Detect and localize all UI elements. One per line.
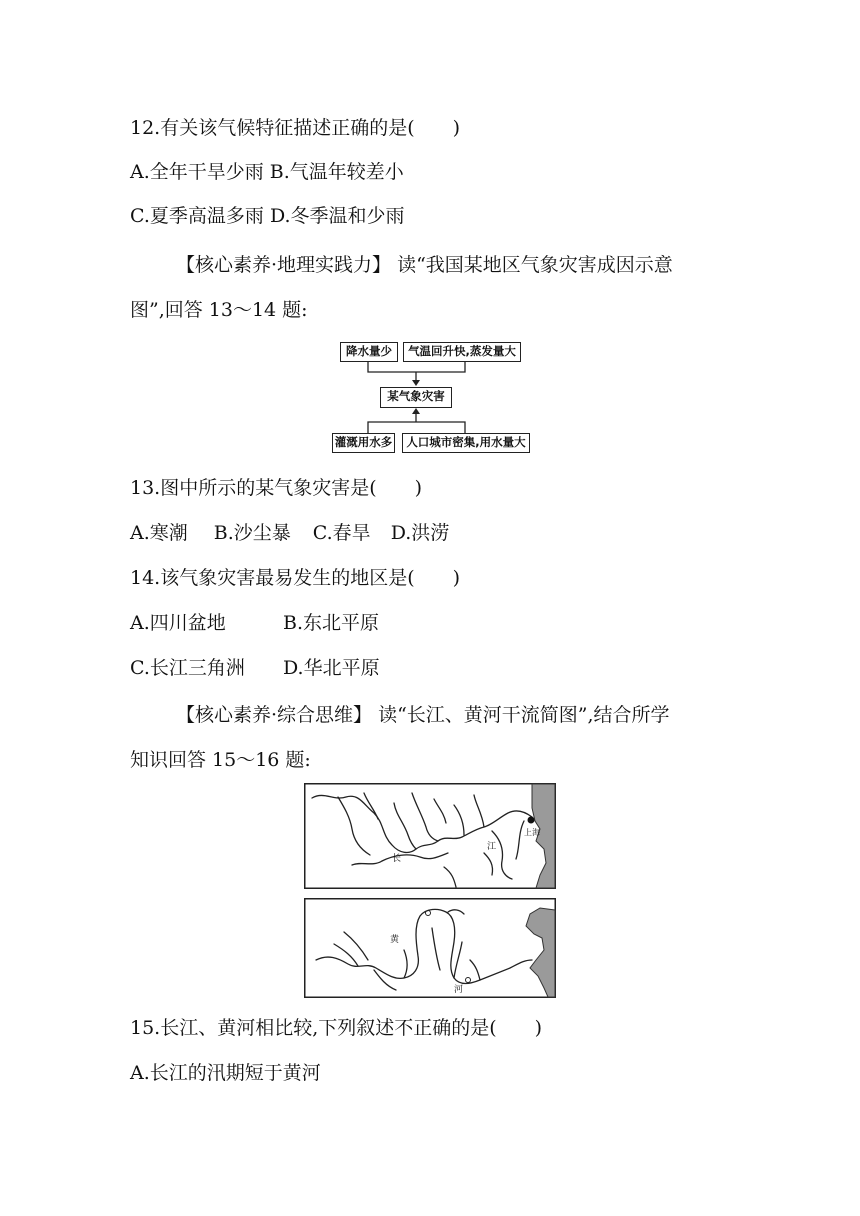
yellow-river-map (304, 898, 556, 998)
q15-stem: 15.长江、黄河相比较,下列叙述不正确的是( ) (130, 1017, 543, 1039)
intro-15-16-line1: 【核心素养·综合思维】 读“长江、黄河干流简图”,结合所学 (176, 704, 670, 726)
flow-box-center: 某气象灾害 (380, 387, 452, 408)
q13-option-d: D.洪涝 (390, 522, 450, 544)
q13-option-a: A.寒潮 (130, 522, 188, 544)
intro-15-16-line2: 知识回答 15～16 题: (130, 749, 311, 771)
q15-option-a: A.长江的汛期短于黄河 (130, 1062, 321, 1084)
q13-options (130, 521, 449, 545)
q13-option-b: B.沙尘暴 (213, 522, 291, 544)
flow-box-bottom-right: 人口城市密集,用水量大 (402, 433, 530, 453)
q14-option-a: A.四川盆地 (130, 612, 226, 634)
q12-options-cd: C.夏季高温多雨 D.冬季温和少雨 (130, 205, 405, 227)
flow-box-bottom-left: 灌溉用水多 (332, 433, 395, 453)
q13-stem: 13.图中所示的某气象灾害是( ) (130, 477, 423, 499)
q14-option-c: C.长江三角洲 (130, 657, 245, 679)
q12-options-ab: A.全年干旱少雨 B.气温年较差小 (130, 161, 404, 183)
q14-stem: 14.该气象灾害最易发生的地区是( ) (130, 567, 461, 589)
intro-13-14-line1: 【核心素养·地理实践力】 读“我国某地区气象灾害成因示意 (176, 254, 673, 276)
q14-option-b: B.东北平原 (283, 612, 380, 634)
intro-13-14-line2: 图”,回答 13～14 题: (130, 299, 308, 321)
q14-option-d: D.华北平原 (283, 657, 380, 679)
yellow-river-label-char2: 河 (454, 985, 464, 995)
q12-stem: 12.有关该气候特征描述正确的是( ) (130, 117, 461, 139)
yangtze-label-char2: 江 (487, 842, 497, 852)
yangtze-label-char1: 长 (392, 854, 402, 864)
yellow-river-label-char1: 黄 (390, 935, 400, 945)
q13-option-c: C.春旱 (312, 522, 371, 544)
flow-box-top-right: 气温回升快,蒸发量大 (403, 342, 521, 362)
flow-box-top-left: 降水量少 (340, 342, 398, 362)
shanghai-label: 上海 (524, 828, 540, 837)
yangtze-river-map (304, 783, 556, 889)
